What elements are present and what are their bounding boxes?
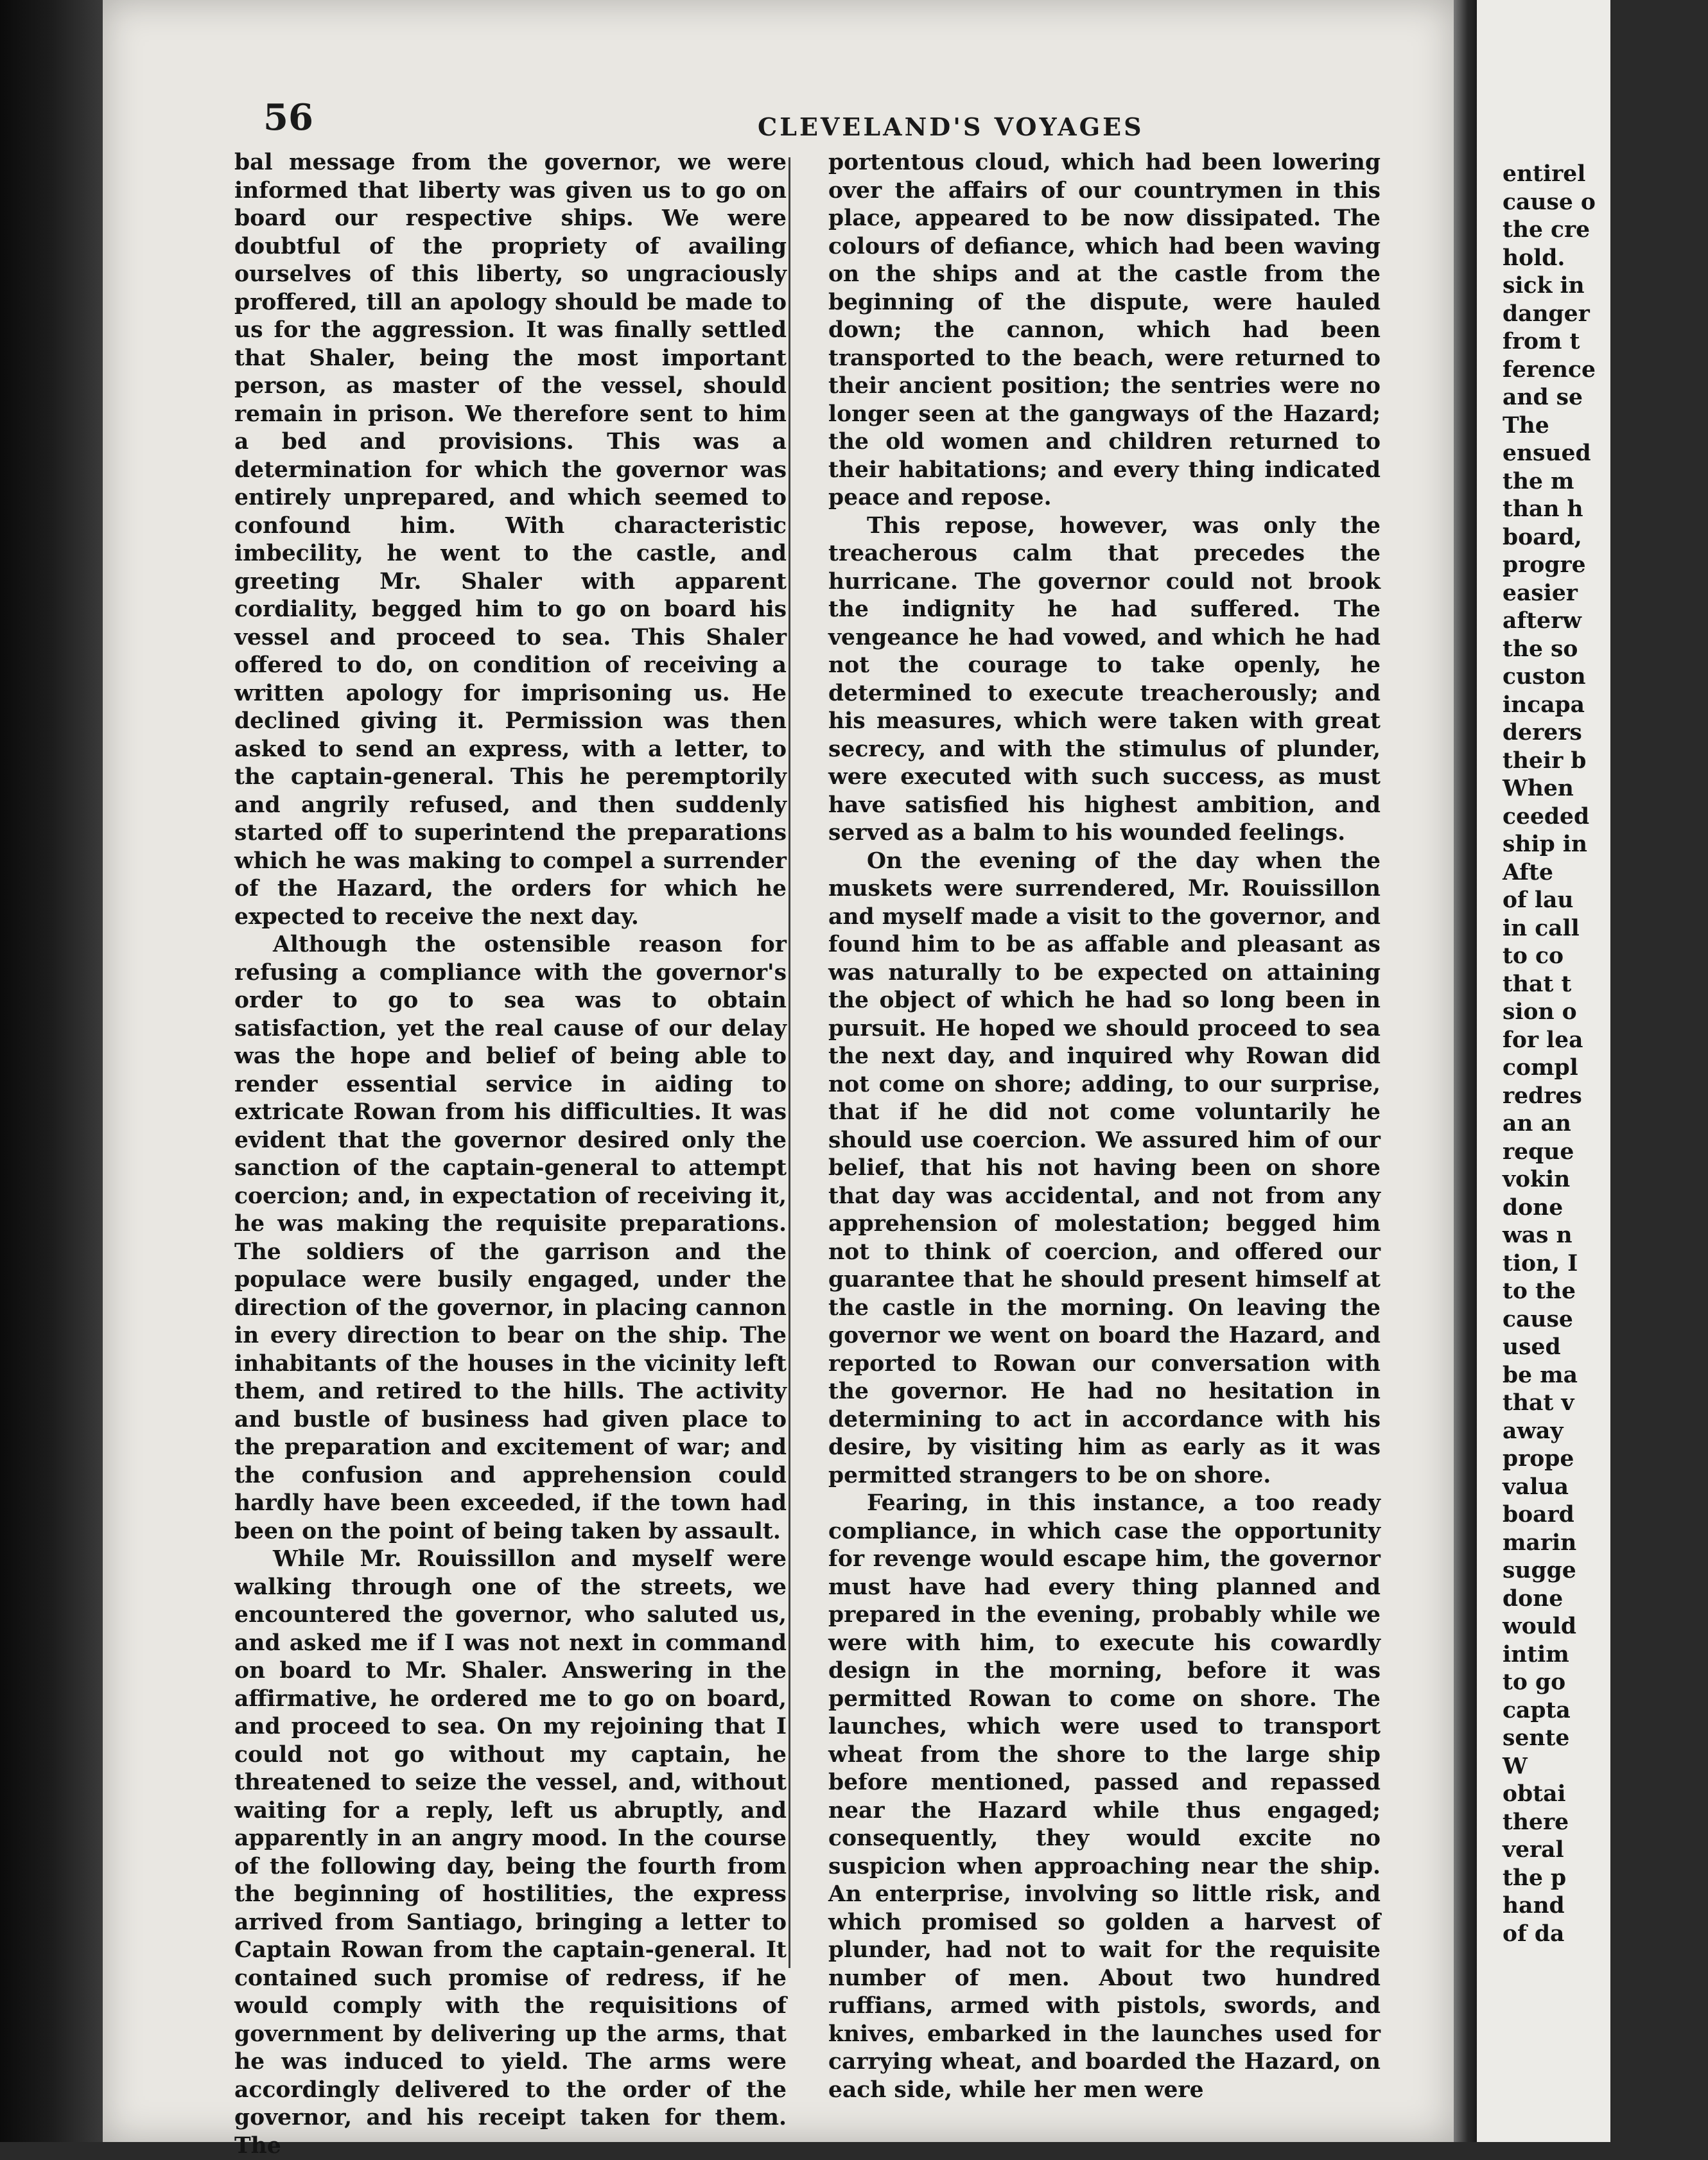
adjacent-line: board,	[1503, 524, 1582, 550]
adjacent-line: cause o	[1503, 189, 1596, 215]
adjacent-line: for lea	[1503, 1027, 1583, 1053]
running-head: CLEVELAND'S VOYAGES	[758, 112, 1144, 141]
column-rule	[789, 157, 790, 1968]
adjacent-line: from t	[1503, 329, 1580, 354]
right-column	[828, 149, 1381, 2103]
adjacent-page-text	[1477, 161, 1708, 1948]
adjacent-line: away	[1503, 1418, 1564, 1444]
adjacent-line: board	[1503, 1502, 1574, 1528]
adjacent-line: that t	[1503, 971, 1572, 997]
adjacent-line: marin	[1503, 1529, 1577, 1556]
adjacent-line: cause	[1503, 1306, 1573, 1332]
adjacent-line: in call	[1503, 915, 1580, 941]
adjacent-line: the so	[1503, 636, 1578, 662]
adjacent-line: to the	[1503, 1278, 1576, 1304]
adjacent-line: The	[1503, 412, 1549, 439]
adjacent-line: ship in	[1503, 832, 1587, 857]
adjacent-line: danger	[1503, 300, 1590, 327]
adjacent-line: compl	[1503, 1055, 1578, 1081]
adjacent-line: prope	[1503, 1446, 1574, 1472]
scan-left-edge	[0, 0, 103, 2142]
adjacent-line: sion o	[1503, 999, 1577, 1025]
adjacent-line: was n	[1503, 1223, 1573, 1248]
paragraph: This repose, however, was only the treacherous calm that precedes the hurricane. The governor could not brook the indignity he had suffered. The vengeance he had vowed, and which he had not the courage to take openly, he determined to execute treacherously; and his measures, which were taken with great secrecy, and with the stimulus of plunder, were executed with such success, as must have satisfied his highest ambition, and served as a balm to his wounded feelings.	[828, 512, 1381, 846]
paragraph: bal message from the governor, we were informed that liberty was given us to go on board our respective ships. We were doubtful of the propriety of availing ourselves of this liberty, so ungraciously proffered, till an apology should be made to us for the aggression. It was finally settled that Shaler, being the most important person, as master of the vessel, should remain in prison. We therefore sent to him a bed and provisions. This was a determination for which the governor was entirely unprepared, and which seemed to confound him. With characteristic imbecility, he went to the castle, and greeting Mr. Shaler with apparent cordiality, begged him to go on board his vessel and proceed to sea. This Shaler offered to do, on condition of receiving a written apology for imprisoning us. He declined giving it. Permission was then asked to send an express, with a letter, to the captain-general. This he peremptorily and angrily refused, and then suddenly started off to superintend the preparations which he was making to compel a surrender of the Hazard, the orders for which he expected to receive the next day.	[234, 150, 787, 930]
adjacent-line: done	[1503, 1194, 1564, 1221]
book-gutter	[1454, 0, 1477, 2142]
adjacent-line: capta	[1503, 1697, 1571, 1723]
adjacent-line: obtai	[1503, 1781, 1566, 1807]
adjacent-line: to go	[1503, 1669, 1566, 1695]
adjacent-line: tion, I	[1503, 1250, 1578, 1276]
adjacent-line: be ma	[1503, 1362, 1578, 1388]
adjacent-line: the m	[1503, 468, 1574, 494]
paragraph: While Mr. Rouissillon and myself were walking through one of the streets, we encountered the governor, who saluted us, and asked me if I was not next in command on board to Mr. Shaler. Answering in the affirmative, he ordered me to go on board, and proceed to sea. On my rejoining that I could not go without my captain, he threatened to seize the vessel, and, without waiting for a reply, left us abruptly, and apparently in an angry mood. In the course of the following day, being the fourth from the beginning of hostilities, the express arrived from Santiago, bringing a letter to Captain Rowan from the captain-general. It contained such promise of redress, if he would comply with the requisitions of government by delivering up the arms, that he was induced to yield. The arms were accordingly delivered to the order of the governor, and his receipt taken for them. The	[234, 1546, 787, 2159]
adjacent-line: redres	[1503, 1083, 1582, 1109]
adjacent-line: of lau	[1503, 887, 1574, 913]
adjacent-line: would	[1503, 1614, 1577, 1639]
adjacent-line: ensued	[1503, 440, 1591, 466]
adjacent-line: custon	[1503, 664, 1586, 690]
adjacent-line: the cre	[1503, 217, 1590, 243]
paragraph: Fearing, in this instance, a too ready compliance, in which case the opportunity for revenge would escape him, the governor must have had every thing planned and prepared in the evening, probably while we were with him, to execute his cowardly design in the morning, before it was permitted Rowan to come on shore. The launches, which were used to transport wheat from the shore to the large ship before mentioned, passed and repassed near the Hazard while thus engaged; consequently, they would excite no suspicion when approaching near the ship. An enterprise, involving so little risk, and which promised so golden a harvest of plunder, had not to wait for the requisite number of men. About two hundred ruffians, armed with pistols, swords, and knives, embarked in the launches used for carrying wheat, and boarded the Hazard, on each side, while her men were	[828, 1490, 1381, 2103]
adjacent-line: ference	[1503, 356, 1596, 383]
page-number: 56	[263, 96, 313, 139]
adjacent-line: When	[1503, 776, 1574, 801]
adjacent-line: Afte	[1503, 859, 1553, 885]
paragraph: On the evening of the day when the muskets were surrendered, Mr. Rouissillon and myself made a visit to the governor, and found him to be as affable and pleasant as was naturally to be expected on attaining the object of which he had so long been in pursuit. He hoped we should proceed to sea the next day, and inquired why Rowan did not come on shore; adding, to our surprise, that if he did not come voluntarily he should use coercion. We assured him of our belief, that his not having been on shore that day was accidental, and not from any apprehension of molestation; begged him not to think of coercion, and offered our guarantee that he should present himself at the castle in the morning. On leaving the governor we went on board the Hazard, and reported to Rowan our conversation with the governor. He had no hesitation in determining to act in accordance with his desire, by visiting him as early as it was permitted strangers to be on shore.	[828, 848, 1381, 1488]
adjacent-line: veral	[1503, 1837, 1564, 1863]
adjacent-line: of da	[1503, 1920, 1565, 1947]
adjacent-line: incapa	[1503, 692, 1585, 718]
adjacent-line: afterw	[1503, 608, 1582, 634]
adjacent-line: used	[1503, 1334, 1561, 1360]
adjacent-line: the p	[1503, 1865, 1567, 1891]
adjacent-line: an an	[1503, 1111, 1571, 1137]
adjacent-line: their b	[1503, 747, 1587, 774]
adjacent-line: that v	[1503, 1390, 1574, 1416]
adjacent-line: than h	[1503, 496, 1583, 522]
adjacent-line: and se	[1503, 385, 1583, 410]
adjacent-line: reque	[1503, 1138, 1574, 1165]
paragraph: Although the ostensible reason for refusing a compliance with the governor's order to go to sea was to obtain satisfaction, yet the real cause of our delay was the hope and belief of being able to render essential service in aiding to extricate Rowan from his difficulties. It was evident that the governor desired only the sanction of the captain-general to attempt coercion; and, in expectation of receiving it, he was making the requisite preparations. The soldiers of the garrison and the populace were busily engaged, under the direction of the governor, in placing cannon in every direction to bear on the ship. The inhabitants of the houses in the vicinity left them, and retired to the hills. The activity and bustle of business had given place to the preparation and excitement of war; and the confusion and apprehension could hardly have been exceeded, if the town had been on the point of being taken by assault.	[234, 932, 787, 1544]
adjacent-line: intim	[1503, 1641, 1569, 1668]
adjacent-line: vokin	[1503, 1167, 1571, 1192]
adjacent-line: hand	[1503, 1893, 1565, 1919]
adjacent-line: sick in	[1503, 273, 1585, 299]
adjacent-line: entirel	[1503, 161, 1586, 187]
adjacent-line: done	[1503, 1585, 1564, 1612]
adjacent-line: progre	[1503, 552, 1586, 578]
left-column	[234, 149, 787, 2159]
adjacent-line: there	[1503, 1809, 1569, 1835]
adjacent-line: valua	[1503, 1474, 1569, 1500]
adjacent-line: derers	[1503, 720, 1582, 745]
adjacent-line: sugge	[1503, 1558, 1576, 1583]
adjacent-page	[1477, 0, 1610, 2142]
paragraph: portentous cloud, which had been lowering over the affairs of our countrymen in this place, appeared to be now dissipated. The colours of defiance, which had been waving on the ships and at the castle from the beginning of the dispute, were hauled down; the cannon, which had been transported to the beach, were returned to their ancient position; the sentries were no longer seen at the gangways of the Hazard; the old women and children returned to their habitations; and every thing indicated peace and repose.	[828, 150, 1381, 510]
adjacent-line: ceeded	[1503, 803, 1590, 830]
adjacent-line: to co	[1503, 943, 1564, 969]
adjacent-line: sente	[1503, 1725, 1570, 1751]
adjacent-line: W	[1503, 1753, 1528, 1779]
adjacent-line: hold.	[1503, 245, 1565, 271]
adjacent-line: easier	[1503, 580, 1578, 606]
